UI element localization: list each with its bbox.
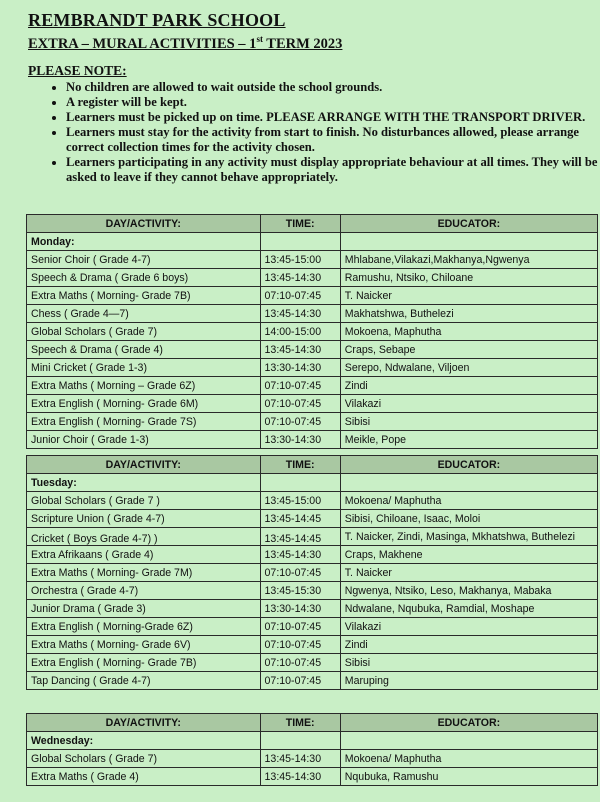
header-educator: EDUCATOR: — [340, 215, 597, 233]
table-row — [27, 546, 598, 564]
day-row — [27, 474, 598, 492]
activity-cell: Extra Maths ( Morning – Grade 6Z) — [27, 377, 261, 395]
activity-cell: Cricket ( Boys Grade 4-7) ) — [27, 528, 261, 546]
day-row — [27, 732, 598, 750]
header-time: TIME: — [260, 714, 340, 732]
activity-cell: Senior Choir ( Grade 4-7) — [27, 251, 261, 269]
table-row — [27, 492, 598, 510]
empty-cell — [260, 474, 340, 492]
educator-cell: Mokoena, Maphutha — [340, 323, 597, 341]
educator-cell: Craps, Sebape — [340, 341, 597, 359]
wednesday-table — [26, 713, 598, 786]
tuesday-table — [26, 455, 598, 690]
time-cell: 13:45-14:30 — [260, 305, 340, 323]
activity-cell: Junior Drama ( Grade 3) — [27, 600, 261, 618]
day-row — [27, 233, 598, 251]
educator-cell: Nqubuka, Ramushu — [340, 768, 597, 786]
time-cell: 13:45-14:30 — [260, 750, 340, 768]
educator-cell: Ramushu, Ntsiko, Chiloane — [340, 269, 597, 287]
educator-cell: Mokoena/ Maphutha — [340, 492, 597, 510]
activity-cell: Orchestra ( Grade 4-7) — [27, 582, 261, 600]
activity-cell: Speech & Drama ( Grade 6 boys) — [27, 269, 261, 287]
note-item: • Learners must be picked up on time. PLEASE ARRANGE WITH THE TRANSPORT DRIVER. — [66, 110, 600, 125]
educator-cell: Meikle, Pope — [340, 431, 597, 449]
educator-cell: Serepo, Ndwalane, Viljoen — [340, 359, 597, 377]
table-row — [27, 528, 598, 546]
activity-cell: Extra Maths ( Morning- Grade 6V) — [27, 636, 261, 654]
table-row — [27, 582, 598, 600]
time-cell: 13:45-14:30 — [260, 768, 340, 786]
empty-cell — [260, 732, 340, 750]
educator-cell: Makhatshwa, Buthelezi — [340, 305, 597, 323]
time-cell: 07:10-07:45 — [260, 654, 340, 672]
activity-cell: Junior Choir ( Grade 1-3) — [27, 431, 261, 449]
time-cell: 07:10-07:45 — [260, 618, 340, 636]
document-subtitle — [28, 34, 342, 53]
activity-cell: Extra Maths ( Grade 4) — [27, 768, 261, 786]
table-row — [27, 413, 598, 431]
header-day-activity: DAY/ACTIVITY: — [27, 714, 261, 732]
educator-cell: Mokoena/ Maphutha — [340, 750, 597, 768]
educator-cell: Mhlabane,Vilakazi,Makhanya,Ngwenya — [340, 251, 597, 269]
educator-cell: Vilakazi — [340, 395, 597, 413]
table-row — [27, 618, 598, 636]
time-cell: 13:45-14:45 — [260, 510, 340, 528]
subtitle-superscript: st — [256, 34, 263, 44]
table-row — [27, 636, 598, 654]
table-header-row — [27, 215, 598, 233]
time-cell: 13:30-14:30 — [260, 359, 340, 377]
educator-cell: Ndwalane, Nqubuka, Ramdial, Moshape — [340, 600, 597, 618]
day-label: Monday: — [27, 233, 261, 251]
educator-cell: T. Naicker, Zindi, Masinga, Mkhatshwa, Buthelezi — [340, 528, 597, 546]
header-day-activity: DAY/ACTIVITY: — [27, 456, 261, 474]
activity-cell: Scripture Union ( Grade 4-7) — [27, 510, 261, 528]
activity-cell: Mini Cricket ( Grade 1-3) — [27, 359, 261, 377]
table-row — [27, 564, 598, 582]
time-cell: 13:45-14:45 — [260, 528, 340, 546]
activity-cell: Extra English ( Morning- Grade 7S) — [27, 413, 261, 431]
table-row — [27, 672, 598, 690]
activity-cell: Global Scholars ( Grade 7) — [27, 323, 261, 341]
subtitle-text: EXTRA – MURAL ACTIVITIES – 1 — [28, 35, 257, 52]
time-cell: 13:30-14:30 — [260, 600, 340, 618]
table-row — [27, 654, 598, 672]
table-row — [27, 287, 598, 305]
educator-cell: Vilakazi — [340, 618, 597, 636]
header-time: TIME: — [260, 456, 340, 474]
day-label: Wednesday: — [27, 732, 261, 750]
activity-cell: Global Scholars ( Grade 7) — [27, 750, 261, 768]
header-day-activity: DAY/ACTIVITY: — [27, 215, 261, 233]
note-heading: PLEASE NOTE: — [28, 63, 127, 78]
header-educator: EDUCATOR: — [340, 714, 597, 732]
time-cell: 13:45-15:00 — [260, 492, 340, 510]
educator-cell: Craps, Makhene — [340, 546, 597, 564]
activity-cell: Speech & Drama ( Grade 4) — [27, 341, 261, 359]
table-header-row — [27, 714, 598, 732]
monday-table — [26, 214, 598, 449]
day-label: Tuesday: — [27, 474, 261, 492]
table-row — [27, 510, 598, 528]
school-title: REMBRANDT PARK SCHOOL — [28, 10, 286, 30]
table-row — [27, 768, 598, 786]
table-row — [27, 341, 598, 359]
activity-cell: Chess ( Grade 4—7) — [27, 305, 261, 323]
time-cell: 13:45-14:30 — [260, 546, 340, 564]
educator-cell: T. Naicker — [340, 287, 597, 305]
table-row — [27, 251, 598, 269]
table-row — [27, 359, 598, 377]
table-row — [27, 269, 598, 287]
notes-list — [46, 80, 600, 185]
empty-cell — [340, 233, 597, 251]
educator-cell: Zindi — [340, 377, 597, 395]
activity-cell: Extra English ( Morning- Grade 6M) — [27, 395, 261, 413]
note-item: • A register will be kept. — [66, 95, 600, 110]
educator-cell: T. Naicker — [340, 564, 597, 582]
time-cell: 07:10-07:45 — [260, 672, 340, 690]
activity-cell: Extra Maths ( Morning- Grade 7B) — [27, 287, 261, 305]
time-cell: 13:45-15:00 — [260, 251, 340, 269]
time-cell: 07:10-07:45 — [260, 395, 340, 413]
time-cell: 13:45-14:30 — [260, 269, 340, 287]
activity-cell: Tap Dancing ( Grade 4-7) — [27, 672, 261, 690]
educator-cell: Sibisi, Chiloane, Isaac, Moloi — [340, 510, 597, 528]
table-row — [27, 431, 598, 449]
note-item: • No children are allowed to wait outside the school grounds. — [66, 80, 600, 95]
note-item: • Learners participating in any activity must display appropriate behaviour at all times. They will be asked to leave if they cannot behave appropriately. — [66, 155, 600, 185]
table-header-row — [27, 456, 598, 474]
activity-cell: Extra English ( Morning- Grade 7B) — [27, 654, 261, 672]
educator-cell: Sibisi — [340, 654, 597, 672]
time-cell: 14:00-15:00 — [260, 323, 340, 341]
time-cell: 07:10-07:45 — [260, 413, 340, 431]
time-cell: 07:10-07:45 — [260, 377, 340, 395]
activity-cell: Global Scholars ( Grade 7 ) — [27, 492, 261, 510]
table-row — [27, 395, 598, 413]
time-cell: 07:10-07:45 — [260, 564, 340, 582]
table-row — [27, 323, 598, 341]
time-cell: 13:45-14:30 — [260, 341, 340, 359]
educator-cell: Zindi — [340, 636, 597, 654]
empty-cell — [260, 233, 340, 251]
subtitle-term: TERM 2023 — [262, 35, 343, 52]
empty-cell — [340, 474, 597, 492]
educator-cell: Ngwenya, Ntsiko, Leso, Makhanya, Mabaka — [340, 582, 597, 600]
header-educator: EDUCATOR: — [340, 456, 597, 474]
time-cell: 07:10-07:45 — [260, 636, 340, 654]
table-row — [27, 600, 598, 618]
activity-cell: Extra Maths ( Morning- Grade 7M) — [27, 564, 261, 582]
time-cell: 07:10-07:45 — [260, 287, 340, 305]
activity-cell: Extra English ( Morning-Grade 6Z) — [27, 618, 261, 636]
activity-cell: Extra Afrikaans ( Grade 4) — [27, 546, 261, 564]
table-row — [27, 305, 598, 323]
educator-cell: Sibisi — [340, 413, 597, 431]
table-row — [27, 750, 598, 768]
educator-cell: Maruping — [340, 672, 597, 690]
note-item: • Learners must stay for the activity from start to finish. No disturbances allowed, please arrange correct collection times for the activity chosen. — [66, 125, 600, 155]
table-row — [27, 377, 598, 395]
time-cell: 13:45-15:30 — [260, 582, 340, 600]
empty-cell — [340, 732, 597, 750]
header-time: TIME: — [260, 215, 340, 233]
time-cell: 13:30-14:30 — [260, 431, 340, 449]
